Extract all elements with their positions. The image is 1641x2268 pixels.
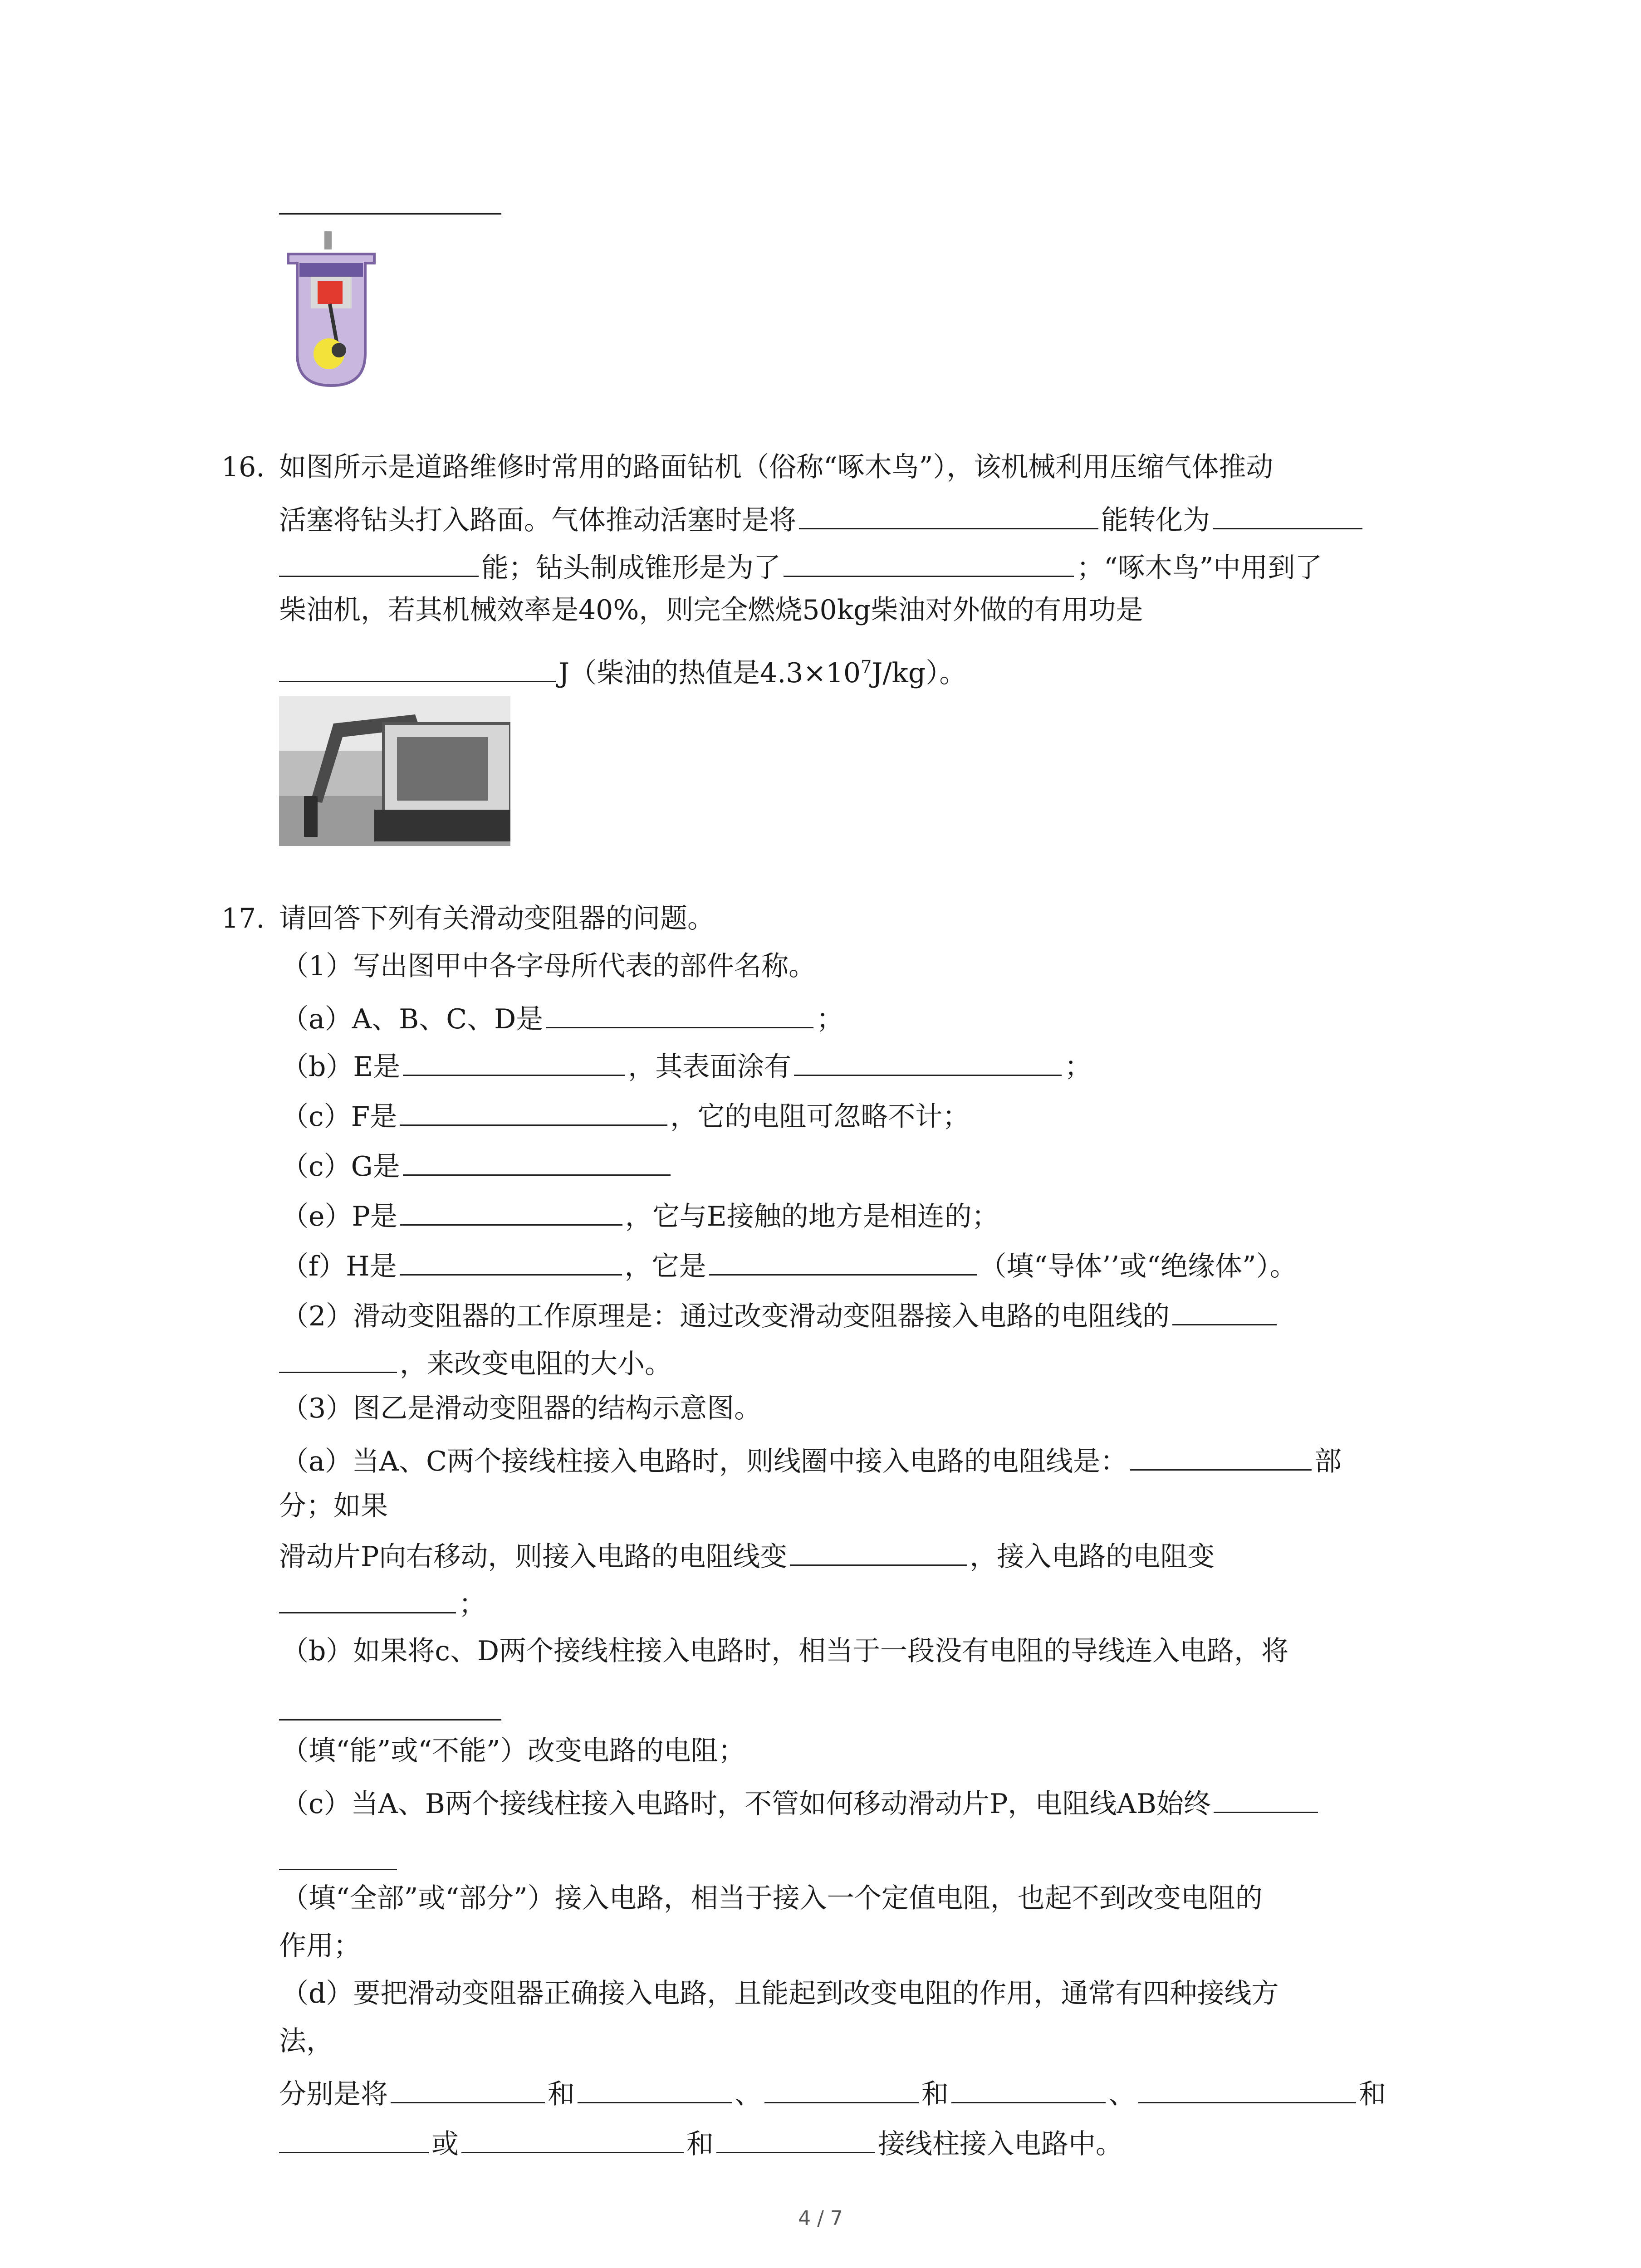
answer-blank[interactable]	[403, 1046, 625, 1076]
text: （c）当A、B两个接线柱接入电路时，不管如何移动滑动片P，电阻线AB始终	[281, 1788, 1211, 1820]
answer-blank[interactable]	[279, 547, 479, 577]
page-number: 4 / 7	[798, 2207, 843, 2230]
text: ，来改变电阻的大小。	[400, 1348, 672, 1380]
question-text	[279, 449, 1273, 485]
text: （填“全部”或“部分”）接入电路，相当于接入一个定值电阻，也起不到改变电阻的	[281, 1882, 1263, 1914]
answer-blank[interactable]	[279, 2123, 429, 2153]
answer-blank[interactable]	[400, 1095, 667, 1126]
question-text	[281, 1733, 745, 1769]
answer-blank[interactable]	[391, 2073, 545, 2103]
text: ，它是	[624, 1251, 706, 1282]
question-text	[281, 1046, 1092, 1085]
question-text	[281, 1390, 761, 1427]
question-text	[281, 998, 843, 1037]
question-text	[279, 547, 1322, 586]
answer-blank[interactable]	[279, 1343, 397, 1373]
answer-blank[interactable]	[784, 547, 1074, 577]
question-text	[281, 1633, 1288, 1669]
text: （b）E是	[281, 1051, 401, 1083]
answer-blank[interactable]	[1214, 1783, 1318, 1813]
text: 接线柱接入电路中。	[878, 2128, 1123, 2160]
text: 滑动片P向右移动，则接入电路的电阻线变	[279, 1541, 788, 1573]
text: ，其表面涂有	[628, 1051, 792, 1083]
text: （填“能”或“不能”）改变电路的电阻；	[281, 1735, 745, 1767]
road-drill-photo	[279, 696, 510, 846]
text: （a）当A、C两个接线柱接入电路时，则线圈中接入电路的电阻线是：	[281, 1446, 1128, 1477]
answer-blank[interactable]	[279, 1869, 397, 1870]
answer-blank[interactable]	[1172, 1295, 1277, 1325]
question-text	[281, 1095, 970, 1135]
question-number: 17.	[221, 903, 265, 934]
text: 、	[1108, 2078, 1136, 2110]
answer-blank[interactable]	[279, 213, 501, 215]
text: （d）要把滑动变阻器正确接入电路，且能起到改变电阻的作用，通常有四种接线方	[281, 1978, 1279, 2009]
answer-blank[interactable]	[461, 2123, 684, 2153]
answer-blank[interactable]	[709, 1245, 977, 1276]
text: ；	[816, 1003, 844, 1035]
answer-blank[interactable]	[1213, 499, 1362, 529]
question-text	[281, 1245, 1297, 1285]
text: 部	[1314, 1446, 1342, 1477]
answer-blank[interactable]	[279, 1583, 456, 1613]
question-text	[279, 900, 715, 937]
question-text	[279, 1583, 486, 1623]
text: 能；钻头制成锥形是为了	[481, 552, 781, 584]
answer-blank[interactable]	[951, 2073, 1106, 2103]
answer-blank[interactable]	[764, 2073, 919, 2103]
text: 或	[431, 2128, 459, 2160]
text: 法，	[279, 2025, 333, 2057]
text: （c）F是	[281, 1101, 397, 1133]
engine-diagram	[279, 227, 383, 390]
answer-blank[interactable]	[1130, 1440, 1312, 1471]
text: 柴油机，若其机械效率是40%，则完全燃烧50kg柴油对外做的有用功是	[279, 594, 1143, 626]
question-text	[281, 1145, 673, 1185]
answer-blank[interactable]	[279, 1719, 501, 1721]
question-text	[279, 499, 1365, 538]
text: （a）A、B、C、D是	[281, 1003, 544, 1035]
question-text	[281, 948, 816, 984]
answer-blank[interactable]	[790, 1535, 967, 1566]
question-text	[279, 1343, 672, 1382]
text: ；	[1064, 1051, 1092, 1083]
text: 作用；	[279, 1930, 361, 1962]
text: （填“导体’’或“绝缘体”）。	[979, 1251, 1297, 1282]
text: ；“啄木鸟”中用到了	[1077, 552, 1323, 584]
text: 和	[548, 2078, 575, 2110]
text: 和	[1359, 2078, 1386, 2110]
text: 和	[921, 2078, 949, 2110]
text: （c）G是	[281, 1151, 400, 1183]
text: ，它的电阻可忽略不计；	[670, 1101, 970, 1133]
answer-blank[interactable]	[546, 998, 813, 1028]
text: 分；如果	[279, 1490, 388, 1522]
question-text	[279, 649, 966, 691]
question-text	[279, 1535, 1215, 1575]
answer-blank[interactable]	[794, 1046, 1062, 1076]
text: （e）P是	[281, 1201, 397, 1232]
text: （2）滑动变阻器的工作原理是：通过改变滑动变阻器接入电路的电阻线的	[281, 1300, 1170, 1332]
question-text	[281, 1440, 1342, 1480]
text: （1）写出图甲中各字母所代表的部件名称。	[281, 950, 816, 982]
text: 活塞将钻头打入路面。气体推动活塞时是将	[279, 504, 796, 536]
text: （3）图乙是滑动变阻器的结构示意图。	[281, 1393, 762, 1424]
question-text	[279, 2123, 1123, 2162]
text: 、	[735, 2078, 762, 2110]
answer-blank[interactable]	[578, 2073, 732, 2103]
answer-blank[interactable]	[400, 1195, 622, 1226]
question-text	[281, 1880, 1263, 1916]
text: J（柴油的热值是4.3×10	[558, 657, 861, 689]
question-number: 16.	[221, 451, 265, 483]
question-text	[281, 1783, 1321, 1822]
question-text	[281, 1295, 1279, 1334]
answer-blank[interactable]	[799, 499, 1098, 529]
answer-blank[interactable]	[403, 1145, 671, 1176]
text: ；	[459, 1589, 486, 1620]
answer-blank[interactable]	[716, 2123, 875, 2153]
text: 请回答下列有关滑动变阻器的问题。	[279, 903, 715, 934]
text: ，接入电路的电阻变	[970, 1541, 1215, 1573]
question-text	[279, 592, 1143, 628]
question-text	[279, 1488, 388, 1524]
text: ，它与E接触的地方是相连的；	[625, 1201, 999, 1232]
question-text	[279, 2023, 333, 2059]
text: 和	[686, 2128, 714, 2160]
question-text	[279, 2073, 1386, 2112]
question-text	[281, 1195, 999, 1235]
question-text	[281, 1975, 1279, 2012]
text: J/kg）。	[872, 657, 967, 689]
answer-blank[interactable]	[1138, 2073, 1356, 2103]
text: 分别是将	[279, 2078, 388, 2110]
text: 如图所示是道路维修时常用的路面钻机（俗称“啄木鸟”），该机械利用压缩气体推动	[279, 451, 1274, 483]
question-text	[279, 1928, 361, 1964]
answer-blank[interactable]	[279, 652, 556, 682]
answer-blank[interactable]	[400, 1245, 622, 1276]
text: （f）H是	[281, 1251, 397, 1282]
text: （b）如果将c、D两个接线柱接入电路时，相当于一段没有电阻的导线连入电路，将	[281, 1635, 1289, 1667]
text: 能转化为	[1101, 504, 1210, 536]
exponent: 7	[861, 657, 872, 677]
